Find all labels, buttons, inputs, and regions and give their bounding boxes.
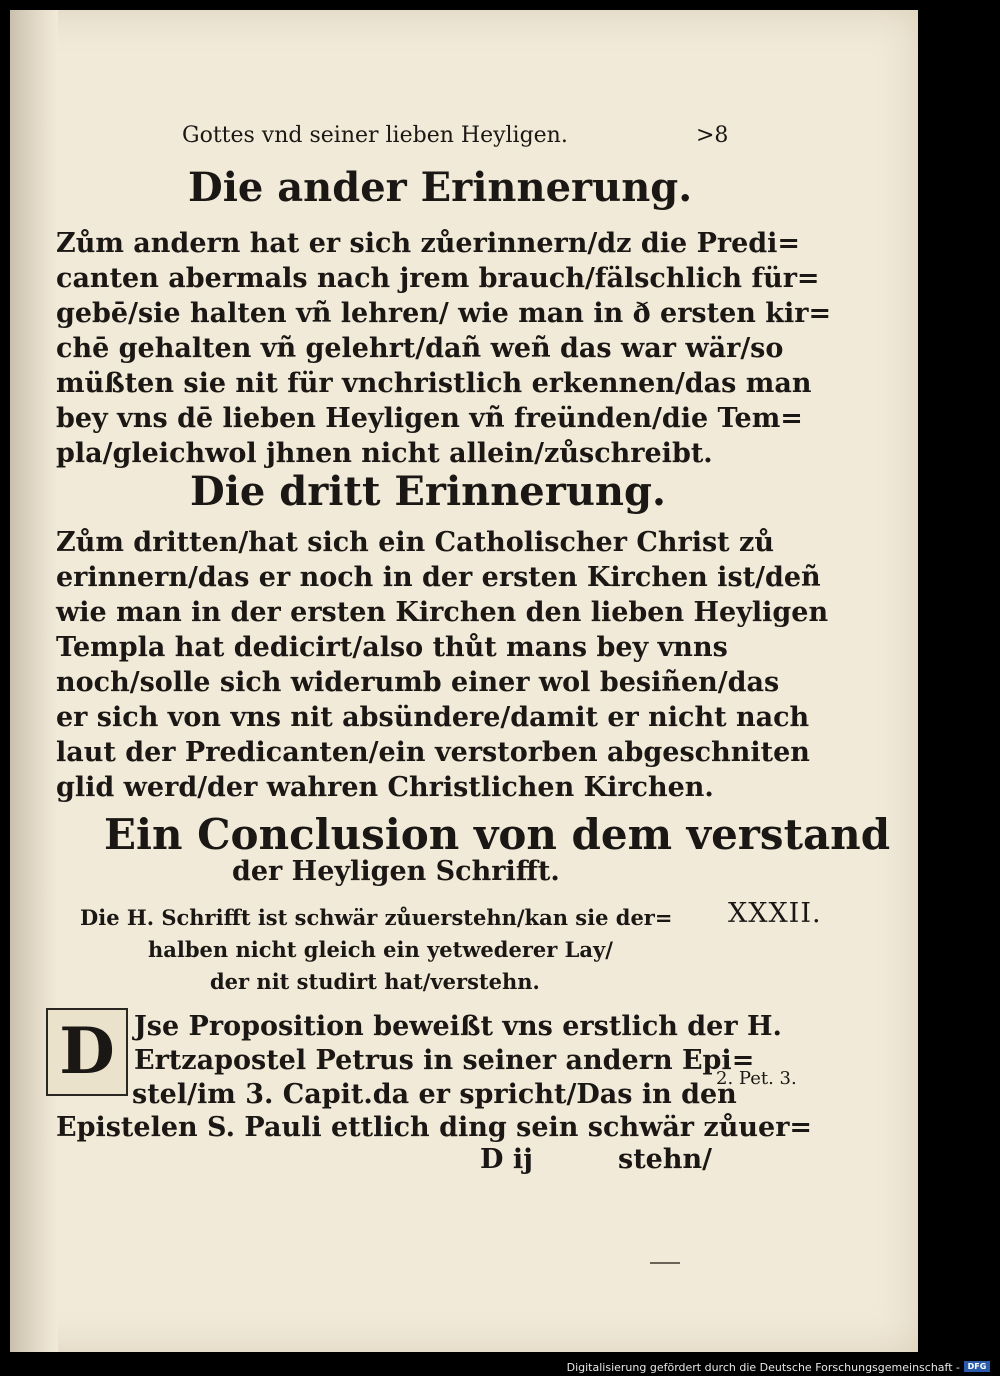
ink-mark — [650, 1262, 680, 1264]
margin-reference: 2. Pet. 3. — [716, 1068, 797, 1089]
signature-mark: D ij — [480, 1144, 533, 1175]
footer-bar — [0, 1358, 1000, 1376]
text-line: pla/gleichwol jhnen nicht allein/zůschreibt. — [56, 438, 713, 469]
text-line: canten abermals nach jrem brauch/fälschlich für= — [56, 263, 820, 294]
section-number: XXXII. — [728, 898, 822, 929]
text-line: Zům andern hat er sich zůerinnern/dz die Predi= — [56, 228, 801, 259]
heading-ander-erinnerung: Die ander Erinnerung. — [188, 164, 693, 211]
body-line: Jse Proposition beweißt vns erstlich der H. — [134, 1011, 782, 1042]
text-line: gebē/sie halten vñ lehren/ wie man in ð ersten kir= — [56, 298, 832, 329]
body-line: Ertzapostel Petrus in seiner andern Epi= — [134, 1045, 755, 1076]
paragraph-2 — [56, 525, 828, 805]
folio-number: >8 — [696, 123, 729, 148]
book-page — [10, 10, 918, 1352]
proposition-line: halben nicht gleich ein yetwederer Lay/ — [148, 937, 613, 962]
heading-conclusion: Ein Conclusion von dem verstand — [104, 810, 891, 859]
heading-dritt-erinnerung: Die dritt Erinnerung. — [190, 468, 666, 515]
body-line: Epistelen S. Pauli ettlich ding sein schwär zůuer= — [56, 1112, 813, 1143]
catchword: stehn/ — [618, 1144, 712, 1175]
running-head: Gottes vnd seiner lieben Heyligen. — [182, 123, 568, 148]
text-line: glid werd/der wahren Christlichen Kirchen. — [56, 772, 714, 803]
heading-conclusion-subtitle: der Heyligen Schrifft. — [232, 856, 560, 887]
text-line: laut der Predicanten/ein verstorben abgeschniten — [56, 737, 810, 768]
paragraph-1 — [56, 226, 831, 471]
text-line: chē gehalten vñ gelehrt/dañ weñ das war wär/so — [56, 333, 784, 364]
decorated-initial: D — [46, 1008, 128, 1096]
text-line: bey vns dē lieben Heyligen vñ freünden/die Tem= — [56, 403, 803, 434]
text-line: wie man in der ersten Kirchen den lieben Heyligen — [56, 597, 829, 628]
text-line: noch/solle sich widerumb einer wol besiñen/das — [56, 667, 780, 698]
text-line: müßten sie nit für vnchristlich erkennen/das man — [56, 368, 812, 399]
dfg-logo-icon: DFG — [964, 1361, 990, 1372]
text-line: Templa hat dedicirt/also thůt mans bey vnns — [56, 632, 728, 663]
text-line: er sich von vns nit absündere/damit er nicht nach — [56, 702, 810, 733]
proposition-line: Die H. Schrifft ist schwär zůuerstehn/kan sie der= — [80, 905, 673, 930]
page-gutter-shadow — [10, 10, 58, 1352]
text-line: erinnern/das er noch in der ersten Kirchen ist/deñ — [56, 562, 821, 593]
proposition-line: der nit studirt hat/verstehn. — [210, 969, 540, 994]
text-line: Zům dritten/hat sich ein Catholischer Christ zů — [56, 527, 774, 558]
body-line: stel/im 3. Capit.da er spricht/Das in den — [132, 1079, 737, 1110]
footer-text: Digitalisierung gefördert durch die Deutsche Forschungsgemeinschaft - — [566, 1361, 960, 1374]
